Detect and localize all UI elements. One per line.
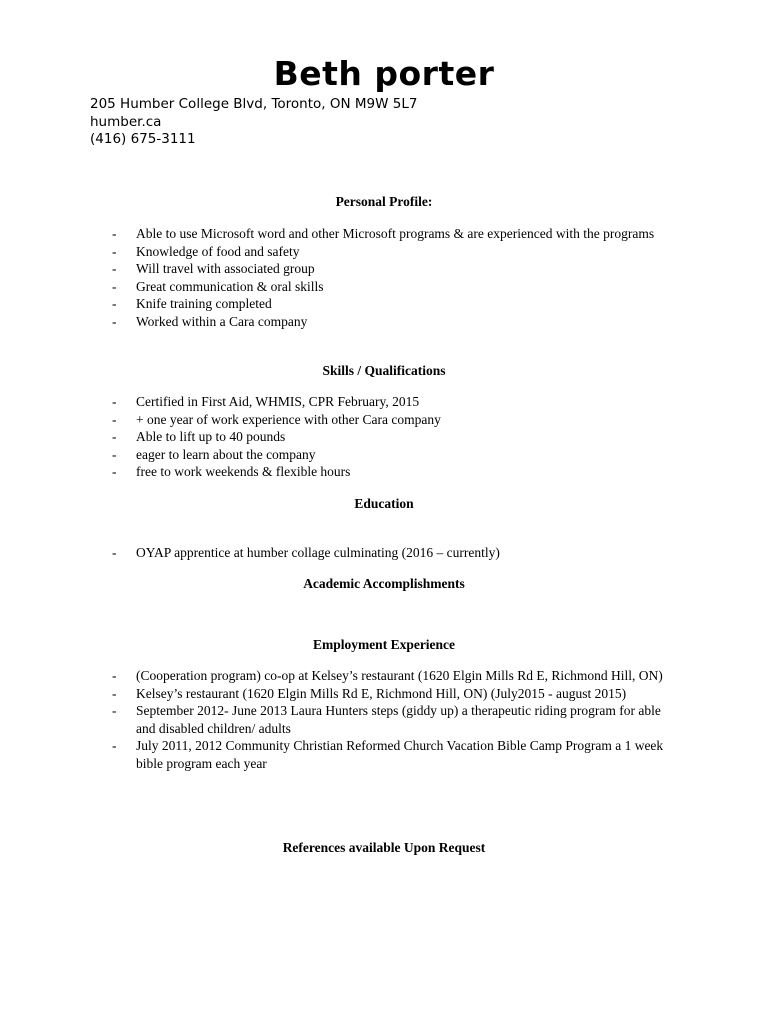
list-item xyxy=(0,243,676,261)
heading-references: References available Upon Request xyxy=(282,840,486,855)
heading-personal-profile: Personal Profile: xyxy=(335,194,433,209)
contact-block xyxy=(90,96,417,149)
education-list xyxy=(0,544,768,562)
list-item xyxy=(0,313,676,331)
list-item xyxy=(0,737,676,772)
bullet-dash: - xyxy=(112,394,117,409)
bullet-dash: - xyxy=(112,446,117,462)
personal-profile-list xyxy=(0,225,768,330)
bullet-dash: - xyxy=(112,296,117,311)
contact-phone: (416) 675-3111 xyxy=(90,131,196,147)
list-item-text: free to work weekends & flexible hours xyxy=(136,464,351,479)
contact-website: humber.ca xyxy=(90,113,162,130)
list-item xyxy=(0,428,676,446)
list-item xyxy=(0,446,676,464)
list-item xyxy=(0,544,676,562)
list-item-text: Able to use Microsoft word and other Microsoft programs & are experienced with the programs xyxy=(136,226,655,241)
bullet-dash: - xyxy=(112,278,117,294)
list-item xyxy=(0,463,676,481)
list-item-text: + one year of work experience with other Cara company xyxy=(136,411,441,427)
bullet-dash: - xyxy=(112,668,117,683)
bullet-dash: - xyxy=(112,313,117,329)
list-item xyxy=(0,393,676,411)
employment-list xyxy=(0,667,768,772)
heading-education: Education xyxy=(354,496,414,511)
bullet-dash: - xyxy=(112,685,117,701)
list-item xyxy=(0,278,676,296)
heading-employment: Employment Experience xyxy=(312,637,456,652)
bullet-dash: - xyxy=(112,243,117,259)
bullet-dash: - xyxy=(112,703,117,718)
list-item xyxy=(0,260,676,278)
list-item xyxy=(0,411,676,429)
contact-address: 205 Humber College Blvd, Toronto, ON M9W 5L7 xyxy=(90,96,418,112)
bullet-dash: - xyxy=(112,429,117,444)
bullet-dash: - xyxy=(112,545,117,560)
bullet-dash: - xyxy=(112,226,117,241)
list-item-text: Will travel with associated group xyxy=(136,261,315,276)
list-item-text: Able to lift up to 40 pounds xyxy=(136,429,286,444)
list-item-text: (Cooperation program) co-op at Kelsey’s restaurant (1620 Elgin Mills Rd E, Richmond Hill, ON) xyxy=(136,668,663,683)
list-item-text: Kelsey’s restaurant (1620 Elgin Mills Rd E, Richmond Hill, ON) (July2015 - august 2015) xyxy=(136,685,627,701)
list-item-text: Certified in First Aid, WHMIS, CPR February, 2015 xyxy=(136,394,420,409)
list-item-text: September 2012- June 2013 Laura Hunters steps (giddy up) a therapeutic riding program for able and disabled children/ adults xyxy=(136,703,661,736)
bullet-dash: - xyxy=(112,411,117,427)
list-item-text: Great communication & oral skills xyxy=(136,278,324,294)
list-item xyxy=(0,295,676,313)
list-item-text: Knife training completed xyxy=(136,296,272,311)
list-item xyxy=(0,685,676,703)
list-item xyxy=(0,667,676,685)
heading-academic: Academic Accomplishments xyxy=(303,576,465,591)
list-item-text: OYAP apprentice at humber collage culminating (2016 – currently) xyxy=(136,545,500,560)
heading-skills: Skills / Qualifications xyxy=(322,363,446,378)
bullet-dash: - xyxy=(112,738,117,753)
resume-name: Beth porter xyxy=(273,54,495,93)
list-item xyxy=(0,225,676,243)
list-item-text: Knowledge of food and safety xyxy=(136,243,300,259)
bullet-dash: - xyxy=(112,464,117,479)
bullet-dash: - xyxy=(112,261,117,276)
list-item-text: eager to learn about the company xyxy=(136,446,316,462)
list-item xyxy=(0,702,676,737)
skills-list xyxy=(0,393,768,481)
list-item-text: Worked within a Cara company xyxy=(136,313,308,329)
list-item-text: July 2011, 2012 Community Christian Reformed Church Vacation Bible Camp Program a 1 week bible program each year xyxy=(136,738,664,771)
